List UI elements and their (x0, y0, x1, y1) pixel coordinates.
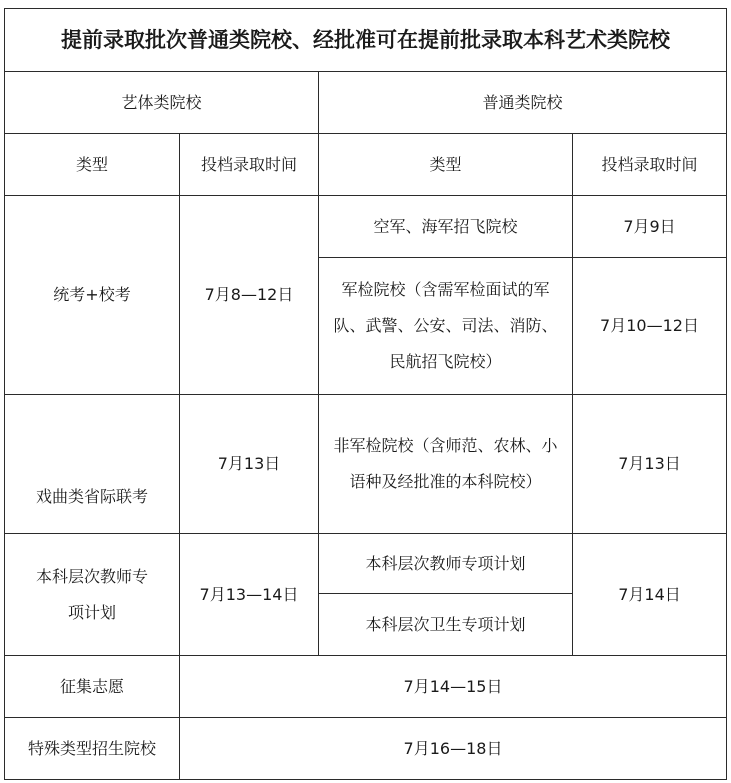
group-header-general: 普通类院校 (319, 72, 727, 134)
column-header-time-art: 投档录取时间 (180, 134, 319, 196)
row-time: 7月14—15日 (180, 656, 727, 718)
admission-schedule-table (4, 8, 727, 780)
row-label: 特殊类型招生院校 (5, 718, 180, 780)
general-type-cell: 本科层次卫生专项计划 (319, 594, 573, 656)
general-type-cell: 军检院校（含需军检面试的军队、武警、公安、司法、消防、民航招飞院校） (319, 258, 573, 395)
art-time-cell: 7月13日 (180, 395, 319, 534)
general-type-cell: 非军检院校（含师范、农林、小语种及经批准的本科院校） (319, 395, 573, 534)
general-time-cell: 7月9日 (573, 196, 727, 258)
art-time-cell: 7月8—12日 (180, 196, 319, 395)
row-time: 7月16—18日 (180, 718, 727, 780)
column-header-type-general: 类型 (319, 134, 573, 196)
row-label: 征集志愿 (5, 656, 180, 718)
general-time-cell: 7月10—12日 (573, 258, 727, 395)
column-header-time-general: 投档录取时间 (573, 134, 727, 196)
general-type-cell: 本科层次教师专项计划 (319, 534, 573, 594)
group-header-art: 艺体类院校 (5, 72, 319, 134)
art-type-cell: 戏曲类省际联考 (5, 395, 180, 534)
general-type-cell: 空军、海军招飞院校 (319, 196, 573, 258)
general-time-cell: 7月14日 (573, 534, 727, 656)
column-header-type-art: 类型 (5, 134, 180, 196)
general-time-cell: 7月13日 (573, 395, 727, 534)
art-type-cell: 本科层次教师专项计划 (5, 534, 180, 656)
table-title: 提前录取批次普通类院校、经批准可在提前批录取本科艺术类院校 (5, 9, 727, 72)
art-type-cell: 统考+校考 (5, 196, 180, 395)
art-time-cell: 7月13—14日 (180, 534, 319, 656)
